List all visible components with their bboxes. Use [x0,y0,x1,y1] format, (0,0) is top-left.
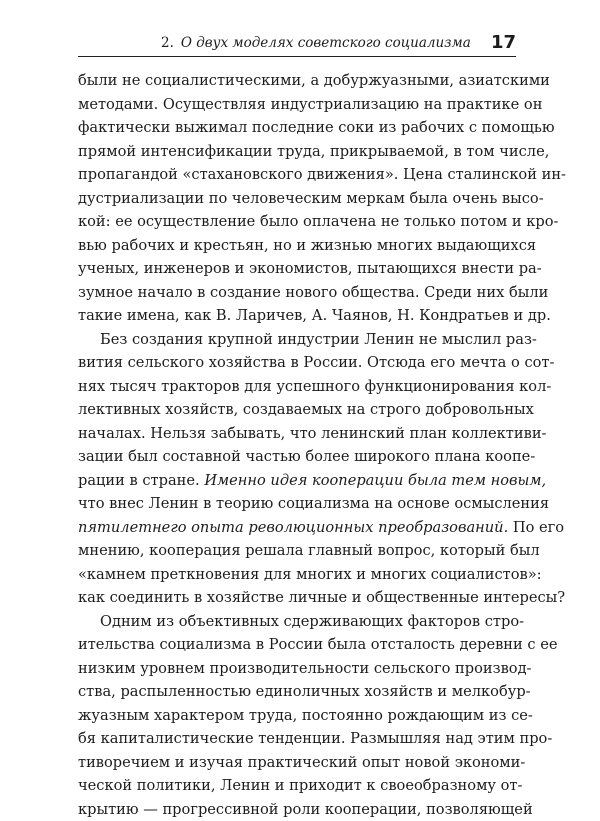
text-line: пропагандой «стахановского движения». Цена сталинской ин- [78,163,516,187]
italic-line: что внес Ленин в теорию социализма на основе осмысления [78,492,516,516]
paragraph-start-line: Без создания крупной индустрии Ленин не мыслил раз- [78,328,516,352]
italic-segment: Именно идея кооперации была тем новым, [204,472,546,489]
text-line: низким уровнем производительности сельского производ- [78,657,516,681]
body-text [78,69,516,821]
chapter-number: 2. [161,35,174,51]
text-line: ства, распыленностью единоличных хозяйств и мелкобур- [78,680,516,704]
text-line: «камнем преткновения для многих и многих социалистов»: [78,563,516,587]
text-line: бя капиталистические тенденции. Размышляя над этим про- [78,727,516,751]
text-line: такие имена, как В. Ларичев, А. Чаянов, Н. Кондратьев и др. [78,304,516,328]
text-line: ческой политики, Ленин и приходит к своеобразному от- [78,774,516,798]
page-number: 17 [491,32,516,53]
text-line: зумное начало в создание нового общества. Среди них были [78,281,516,305]
text-line: мнению, кооперация решала главный вопрос, который был [78,539,516,563]
text-segment: По его [513,519,564,536]
chapter-title-text: О двух моделях советского социализма [181,35,471,51]
italic-segment: пятилетнего опыта революционных преобразований. [78,519,508,536]
text-line: вития сельского хозяйства в России. Отсюда его мечта о сот- [78,351,516,375]
book-page [78,0,516,750]
chapter-title [161,35,471,51]
text-line: нях тысяч тракторов для успешного функционирования кол- [78,375,516,399]
text-line: кой: ее осуществление было оплачена не только потом и кро- [78,210,516,234]
text-line: фактически выжимал последние соки из рабочих с помощью [78,116,516,140]
text-line [78,469,516,493]
text-line: ительства социализма в России была отсталость деревни с ее [78,633,516,657]
paragraph-start-line: Одним из объективных сдерживающих факторов стро- [78,610,516,634]
text-segment: рации в стране. [78,472,200,489]
running-header [78,32,516,57]
text-line: тиворечием и изучая практический опыт новой экономи- [78,751,516,775]
text-line: крытию — прогрессивной роли кооперации, позволяющей [78,798,516,821]
text-line: методами. Осуществляя индустриализацию на практике он [78,93,516,117]
text-line: прямой интенсификации труда, прикрываемой, в том числе, [78,140,516,164]
text-line: ученых, инженеров и экономистов, пытающихся внести ра- [78,257,516,281]
text-line: как соединить в хозяйстве личные и общественные интересы? [78,586,516,610]
text-line: началах. Нельзя забывать, что ленинский план коллективи- [78,422,516,446]
text-line: дустриализации по человеческим меркам была очень высо- [78,187,516,211]
text-line [78,516,516,540]
text-line: были не социалистическими, а добуржуазными, азиатскими [78,69,516,93]
text-line: лективных хозяйств, создаваемых на строго добровольных [78,398,516,422]
text-line: жуазным характером труда, постоянно рождающим из се- [78,704,516,728]
text-line: зации был составной частью более широкого плана коопе- [78,445,516,469]
text-line: вью рабочих и крестьян, но и жизнью многих выдающихся [78,234,516,258]
